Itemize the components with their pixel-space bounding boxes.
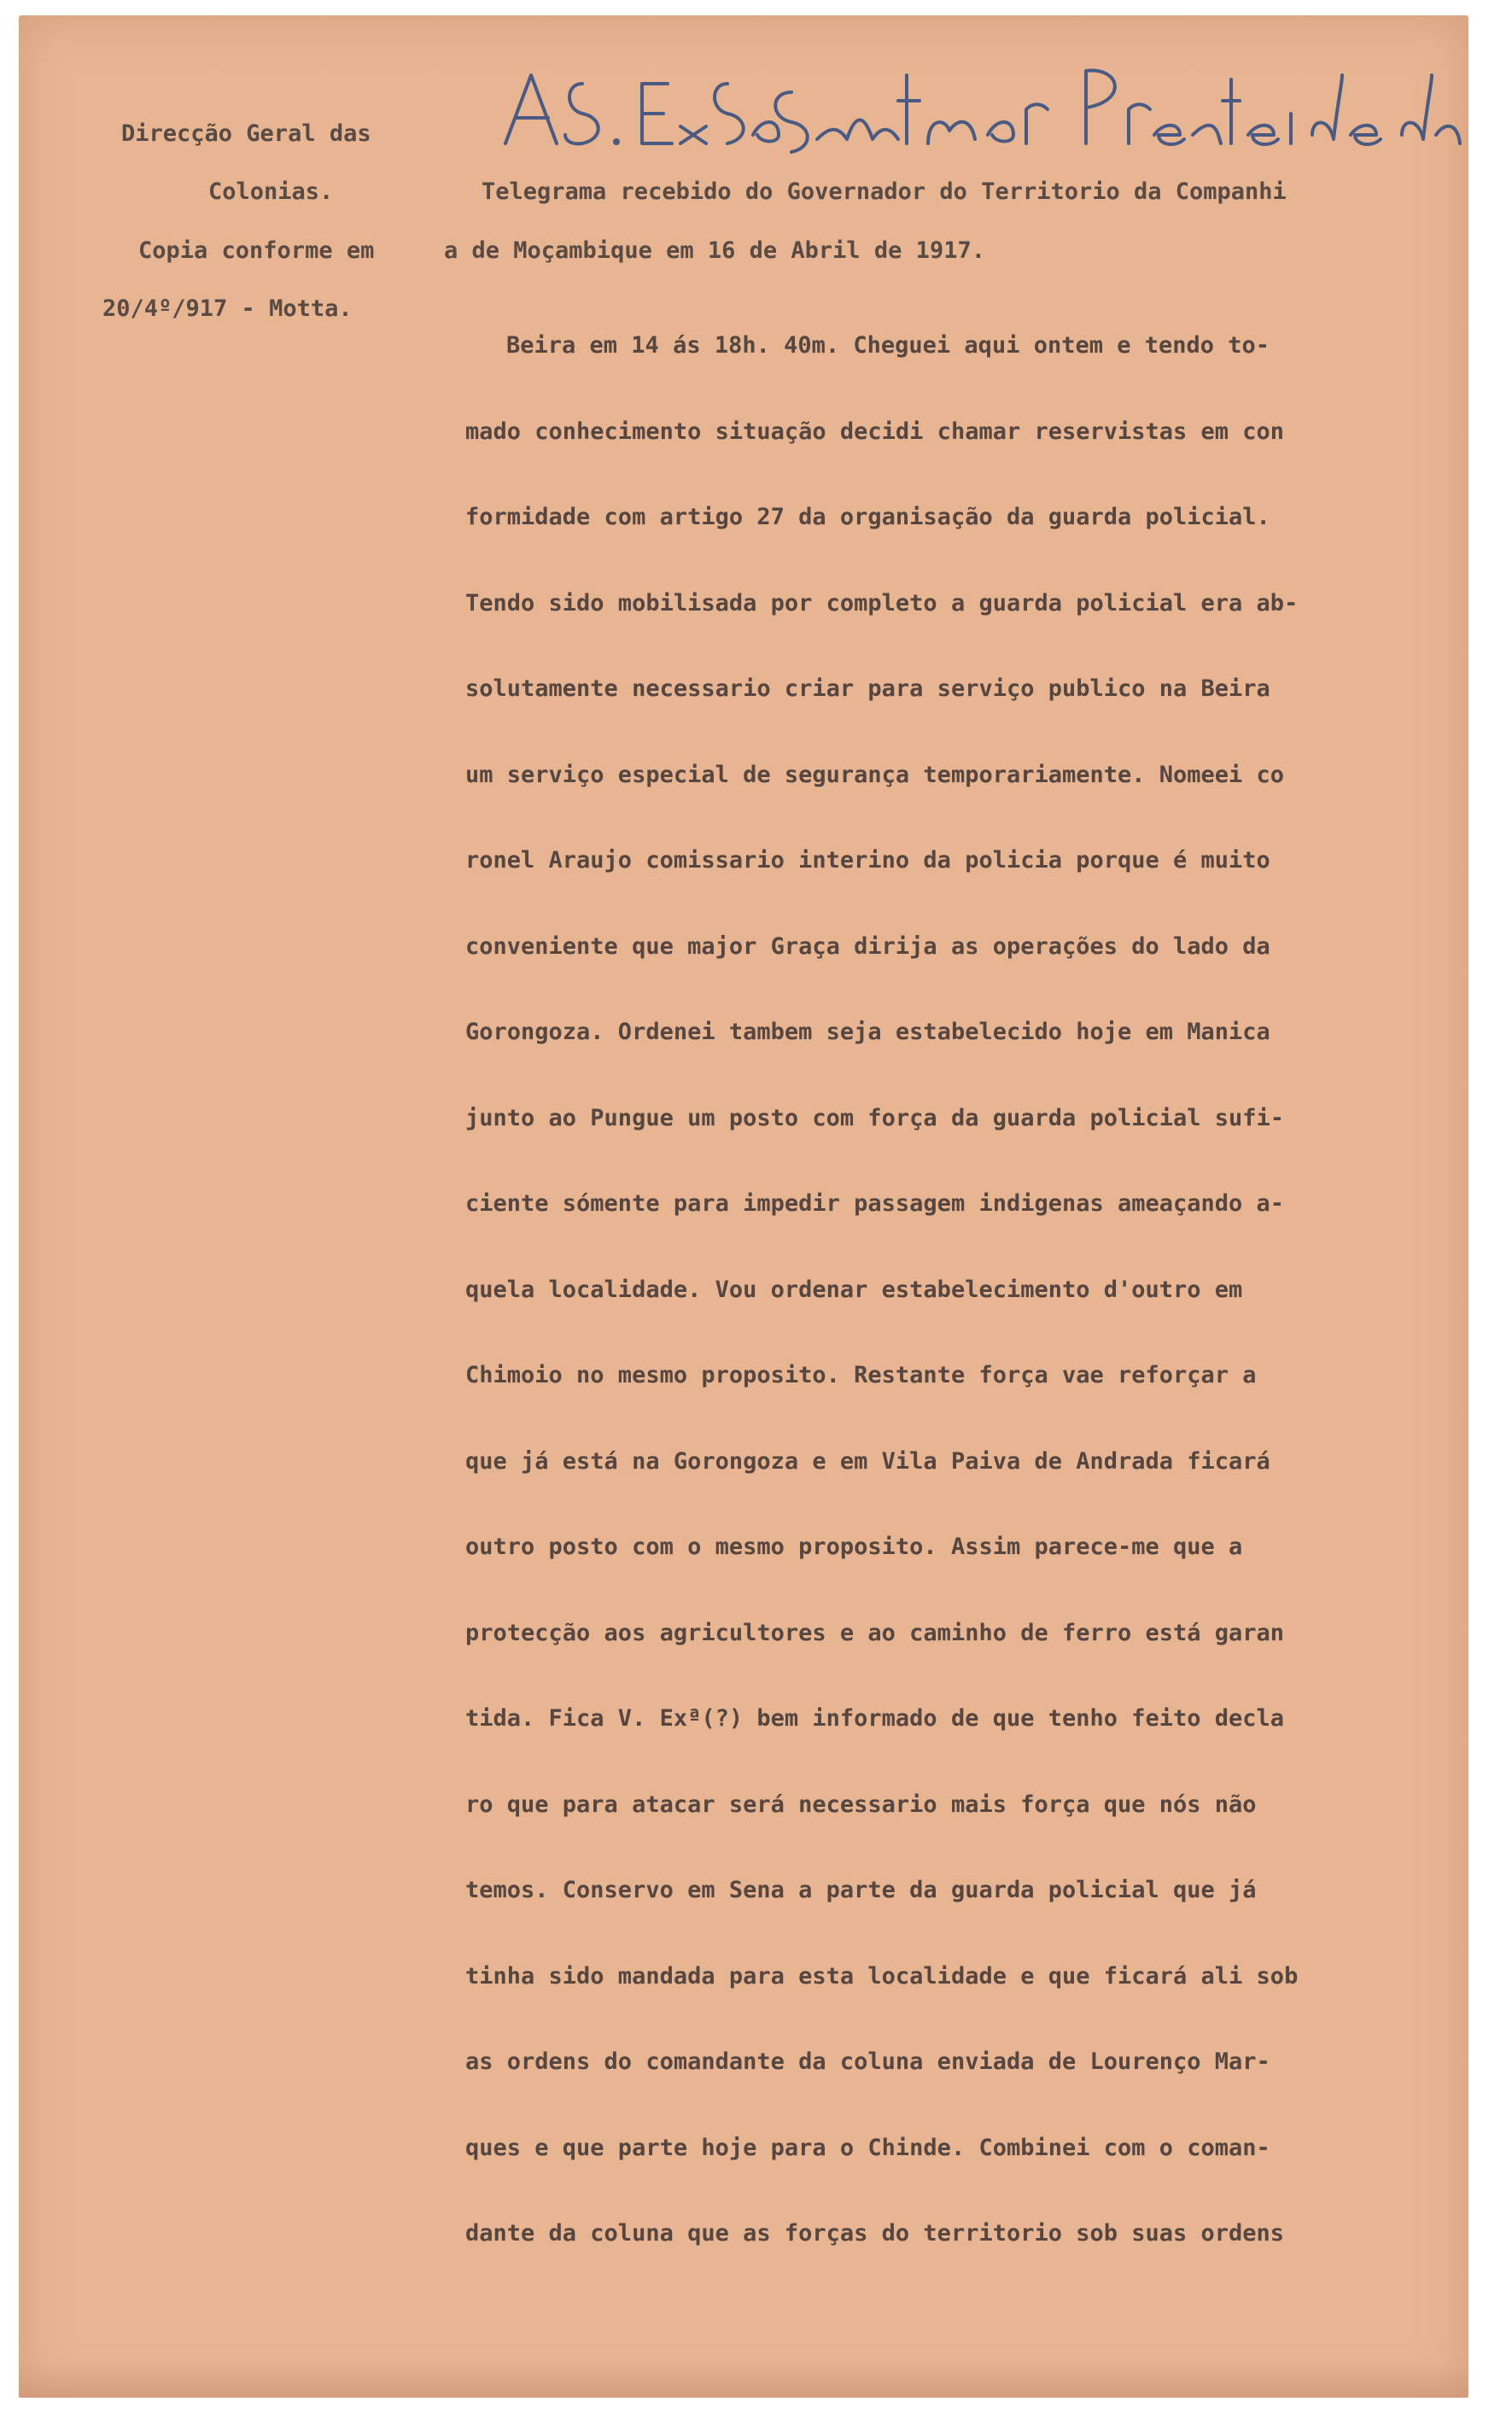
handwritten-address-note (497, 50, 1470, 169)
body-line: outro posto com o mesmo proposito. Assim parece-me que a (465, 1534, 1243, 1560)
telegram-body (465, 333, 1298, 2307)
body-line: quela localidade. Vou ordenar estabelecimento d'outro em (465, 1276, 1243, 1303)
body-line: as ordens do comandante da coluna enviada de Lourenço Mar- (465, 2048, 1270, 2075)
body-line: que já está na Gorongoza e em Vila Paiva de Andrada ficará (465, 1447, 1270, 1475)
body-line: tida. Fica V. Exª(?) bem informado de que tenho feito decla (465, 1705, 1285, 1732)
body-line: tinha sido mandada para esta localidade e que ficará ali sob (465, 1962, 1299, 1990)
body-line: Tendo sido mobilisada por completo a guarda policial era ab- (465, 589, 1299, 616)
margin-line-direccao-geral: Direcção Geral das (121, 120, 371, 147)
handwriting-scribble-icon (497, 50, 1470, 169)
body-line: ques e que parte hoje para o Chinde. Combinei com o coman- (465, 2134, 1270, 2161)
body-line: Chimoio no mesmo proposito. Restante força vae reforçar a (465, 1362, 1257, 1388)
body-line: Gorongoza. Ordenei tambem seja estabelecido hoje em Manica (465, 1019, 1270, 1045)
margin-line-date-signature: 20/4º/917 - Motta. (102, 295, 353, 322)
body-line: ciente sómente para impedir passagem indigenas ameaçando a- (465, 1190, 1285, 1217)
body-line: solutamente necessario criar para serviço publico na Beira (465, 675, 1270, 702)
body-line: mado conhecimento situação decidi chamar reservistas em con (465, 418, 1285, 445)
telegram-heading-line-1: Telegrama recebido do Governador do Territorio da Companhi (482, 178, 1287, 205)
body-line: formidade com artigo 27 da organisação da guarda policial. (465, 504, 1270, 530)
document-page (19, 15, 1468, 2398)
body-line: Beira em 14 ás 18h. 40m. Cheguei aqui ontem e tendo to- (506, 332, 1270, 359)
body-line: junto ao Pungue um posto com força da guarda policial sufi- (465, 1104, 1285, 1131)
body-line: ronel Araujo comissario interino da policia porque é muito (465, 847, 1270, 874)
telegram-heading-line-2: a de Moçambique em 16 de Abril de 1917. (444, 237, 985, 264)
body-line: conveniente que major Graça dirija as operações do lado da (465, 932, 1270, 960)
body-line: dante da coluna que as forças do territorio sob suas ordens (465, 2220, 1285, 2247)
body-line: temos. Conservo em Sena a parte da guarda policial que já (465, 1877, 1257, 1903)
margin-line-copia-conforme: Copia conforme em (138, 237, 375, 264)
body-line: ro que para atacar será necessario mais força que nós não (465, 1791, 1257, 1818)
body-line: um serviço especial de segurança temporariamente. Nomeei co (465, 761, 1285, 788)
margin-line-colonias: Colonias. (208, 178, 334, 205)
body-line: protecção aos agricultores e ao caminho de ferro está garan (465, 1619, 1285, 1646)
